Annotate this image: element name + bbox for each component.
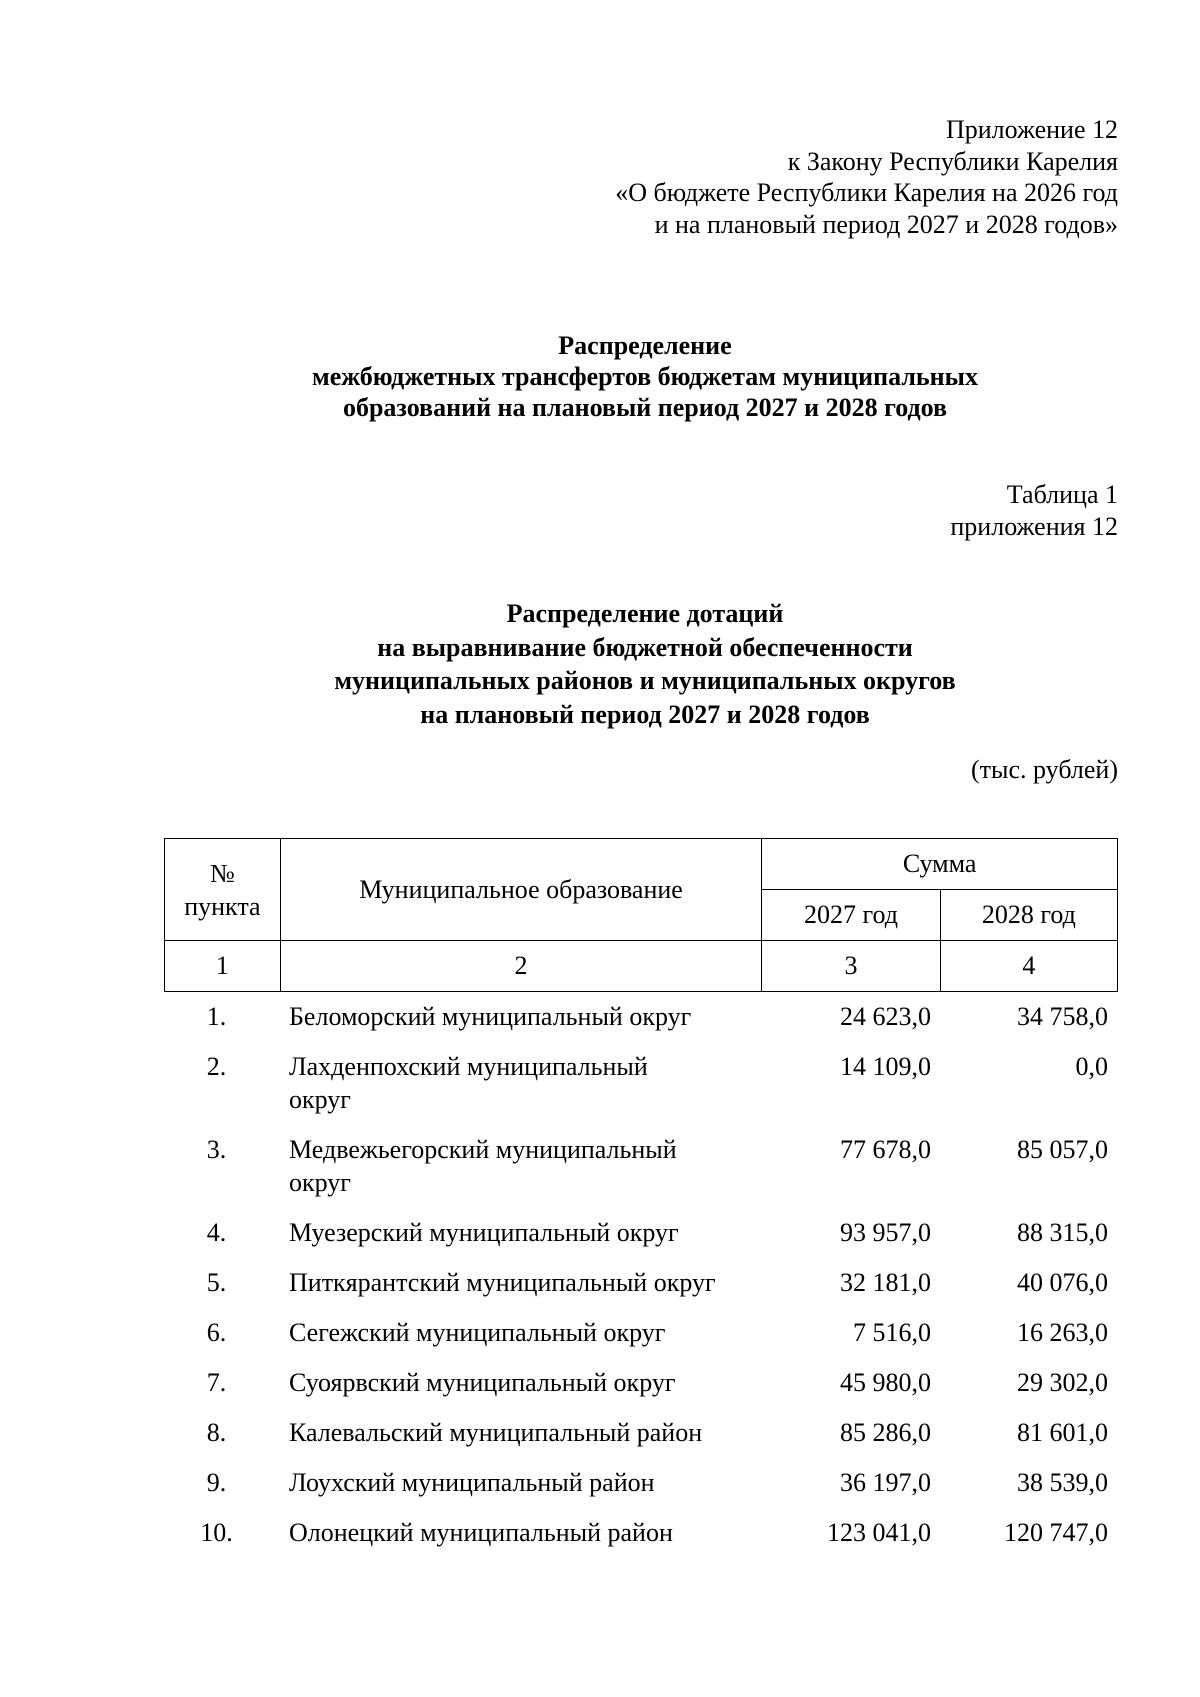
row-number: 3. — [206, 1135, 227, 1164]
row-entity-name — [279, 1366, 761, 1399]
row-entity-name — [279, 1516, 761, 1549]
row-entity-name — [279, 1000, 761, 1033]
row-entity-name — [279, 1050, 761, 1116]
header-index-4: 4 — [940, 941, 1117, 992]
header-entity-cell: Муниципальное образование — [280, 839, 761, 941]
table-row — [164, 1050, 1118, 1116]
row-entity-name — [279, 1133, 761, 1199]
row-value-2027: 14 109,0 — [840, 1052, 931, 1081]
main-title-line: Распределение — [558, 331, 732, 360]
row-entity-line: округ — [289, 1085, 351, 1114]
table-row — [164, 1316, 1118, 1349]
table-row — [164, 1416, 1118, 1449]
appendix-line: Приложение 12 — [945, 115, 1118, 144]
appendix-reference — [615, 114, 1118, 240]
row-value-2028: 29 302,0 — [1017, 1368, 1108, 1397]
header-index-2: 2 — [280, 941, 761, 992]
row-value-2028: 120 747,0 — [1004, 1518, 1108, 1547]
header-number-symbol: № — [209, 858, 235, 888]
row-value-2027: 24 623,0 — [840, 1002, 931, 1031]
row-value-2027: 93 957,0 — [840, 1218, 931, 1247]
row-number: 9. — [206, 1468, 227, 1497]
row-number: 5. — [206, 1268, 227, 1297]
row-value-2027: 85 286,0 — [840, 1418, 931, 1447]
row-entity-line: Питкярантский муниципальный округ — [289, 1268, 716, 1297]
appendix-line: и на плановый период 2027 и 2028 годов» — [654, 209, 1118, 239]
main-title — [0, 330, 1200, 423]
row-number: 10. — [200, 1518, 233, 1547]
header-year-2028: 2028 год — [940, 890, 1117, 941]
main-title-line: образований на плановый период 2027 и 2028 годов — [342, 393, 948, 422]
row-value-2027: 7 516,0 — [853, 1318, 931, 1347]
row-entity-name — [279, 1216, 761, 1249]
row-value-2028: 85 057,0 — [1017, 1135, 1108, 1164]
row-value-2028: 34 758,0 — [1017, 1002, 1108, 1031]
row-entity-name — [279, 1266, 761, 1299]
row-number: 2. — [206, 1052, 227, 1081]
row-value-2028: 81 601,0 — [1017, 1418, 1108, 1447]
table-body — [164, 1000, 1118, 1549]
row-entity-line: Лоухский муниципальный район — [289, 1468, 655, 1497]
table-row — [164, 1366, 1118, 1399]
header-index-3: 3 — [762, 941, 940, 992]
row-entity-line: Медвежьегорский муниципальный — [289, 1135, 677, 1164]
table-row — [164, 1466, 1118, 1499]
row-value-2027: 32 181,0 — [840, 1268, 931, 1297]
row-value-2028: 88 315,0 — [1017, 1218, 1108, 1247]
row-number: 4. — [206, 1218, 227, 1247]
main-title-line: межбюджетных трансфертов бюджетам муниципальных — [312, 362, 978, 391]
table-header — [164, 838, 1118, 992]
table-row — [164, 1000, 1118, 1033]
table-title-line: муниципальных районов и муниципальных округов — [334, 666, 956, 695]
header-number-label: пункта — [184, 891, 261, 921]
row-value-2028: 0,0 — [1075, 1052, 1108, 1081]
row-entity-name — [279, 1466, 761, 1499]
row-value-2027: 77 678,0 — [840, 1135, 931, 1164]
row-entity-line: Муезерский муниципальный округ — [289, 1218, 679, 1247]
table-reference-line: приложения 12 — [950, 511, 1118, 541]
row-entity-name — [279, 1416, 761, 1449]
row-value-2027: 45 980,0 — [840, 1368, 931, 1397]
table-row — [164, 1266, 1118, 1299]
header-sum-cell: Сумма — [762, 839, 1118, 890]
table-row — [164, 1516, 1118, 1549]
row-number: 1. — [206, 1002, 227, 1031]
row-entity-line: Калевальский муниципальный район — [289, 1418, 703, 1447]
row-entity-line: Сегежский муниципальный округ — [289, 1318, 666, 1347]
row-value-2028: 38 539,0 — [1017, 1468, 1108, 1497]
row-number: 7. — [206, 1368, 227, 1397]
row-entity-line: Беломорский муниципальный округ — [289, 1002, 692, 1031]
table-title-line: на плановый период 2027 и 2028 годов — [420, 699, 870, 729]
appendix-line: к Закону Республики Карелия — [787, 146, 1118, 176]
header-index-1: 1 — [165, 941, 281, 992]
table-title-line: Распределение дотаций — [506, 599, 784, 628]
row-entity-line: Олонецкий муниципальный район — [289, 1518, 673, 1547]
row-entity-line: Лахденпохский муниципальный — [289, 1052, 648, 1081]
row-number: 8. — [206, 1418, 227, 1447]
unit-label: (тыс. рублей) — [970, 755, 1118, 784]
row-entity-line: округ — [289, 1168, 351, 1197]
table-row — [164, 1133, 1118, 1199]
table-reference — [950, 479, 1118, 542]
header-year-2027: 2027 год — [762, 890, 940, 941]
row-value-2027: 123 041,0 — [827, 1518, 931, 1547]
row-number: 6. — [206, 1318, 227, 1347]
table-title — [0, 597, 1200, 731]
table-row — [164, 1216, 1118, 1249]
row-value-2028: 16 263,0 — [1017, 1318, 1108, 1347]
row-entity-name — [279, 1316, 761, 1349]
row-value-2028: 40 076,0 — [1017, 1268, 1108, 1297]
appendix-line: «О бюджете Республики Карелия на 2026 год — [615, 178, 1118, 207]
table-title-line: на выравнивание бюджетной обеспеченности — [377, 632, 913, 662]
row-value-2027: 36 197,0 — [840, 1468, 931, 1497]
header-number-cell — [165, 839, 281, 941]
table-reference-line: Таблица 1 — [1006, 480, 1118, 509]
row-entity-line: Суоярвский муниципальный округ — [289, 1368, 676, 1397]
